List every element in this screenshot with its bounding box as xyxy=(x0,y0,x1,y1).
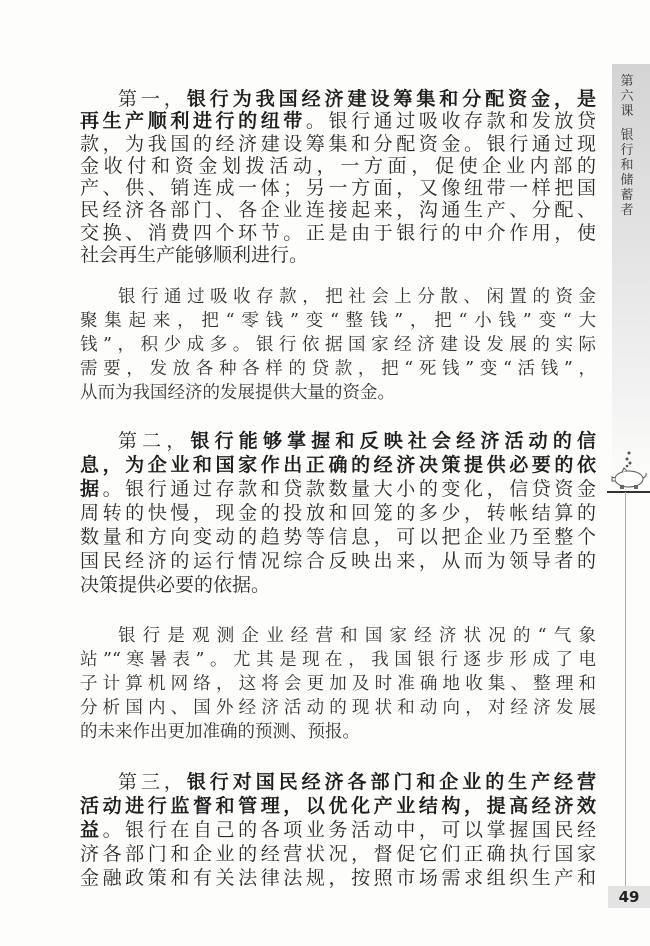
text: 从而为我国经济的发展提供大量的资金。 xyxy=(80,383,395,403)
bold-text: 据 xyxy=(80,478,103,500)
text-line xyxy=(80,672,596,696)
text: 需要，发放各种各样的贷款，把“死钱”变“活钱”， xyxy=(80,359,596,379)
text-line xyxy=(80,333,596,357)
page-number: 49 xyxy=(608,886,650,908)
text: 。银行通过存款和贷款数量大小的变化，信贷资金 xyxy=(102,478,596,500)
text: 数量和方向变动的趋势等信息，可以把企业乃至整个 xyxy=(80,526,596,548)
text: 社会再生产能够顺利进行。 xyxy=(80,244,309,267)
text-line xyxy=(80,199,596,221)
divider-vertical xyxy=(625,492,626,887)
bold-text: 息，为企业和国家作出正确的经济决策提供必要的依 xyxy=(80,454,596,476)
text-line xyxy=(80,155,596,177)
chapter-sidebar-band xyxy=(612,64,650,484)
text: 民经济各部门、各企业连接起来，沟通生产、分配、 xyxy=(80,199,596,222)
body-paragraph xyxy=(80,429,596,597)
text-line xyxy=(80,381,596,405)
text-line xyxy=(80,648,596,672)
body-paragraph xyxy=(80,88,596,266)
text-line xyxy=(80,624,596,648)
bold-text: 活动进行监督和管理，以优化产业结构，提高经济效 xyxy=(80,795,596,817)
text-line xyxy=(80,285,596,309)
bold-text: 银行对国民经济各部门和企业的生产经营 xyxy=(186,771,596,793)
text: 款，为我国的经济建设筹集和分配资金。银行通过现 xyxy=(80,132,596,155)
text: 子计算机网络，这将会更加及时准确地收集、整理和 xyxy=(80,674,596,694)
text: 第二， xyxy=(118,430,191,452)
bold-text: 益 xyxy=(80,819,103,841)
text: 站”“寒暑表”。尤其是现在，我国银行逐步形成了电 xyxy=(80,650,596,670)
text-line xyxy=(80,477,596,501)
text-line xyxy=(80,357,596,381)
text: 聚集起来，把“零钱”变“整钱”，把“小钱”变“大 xyxy=(80,311,596,331)
body-paragraph xyxy=(80,770,596,890)
bold-text: 再生产顺利进行的纽带 xyxy=(80,110,306,133)
sidebar-note-paragraph xyxy=(80,285,596,405)
text: 金融政策和有关法律法规，按照市场需求组织生产和 xyxy=(80,867,596,889)
text: 周转的快慢，现金的投放和回笼的多少，转帐结算的 xyxy=(80,502,596,524)
text: 。银行在自己的各项业务活动中，可以掌握国民经 xyxy=(102,819,596,841)
text-line xyxy=(80,866,596,890)
divider-horizontal xyxy=(607,491,650,493)
text-line xyxy=(80,573,596,597)
lesson-title: 银行和储蓄者 xyxy=(620,128,634,218)
text: 第三， xyxy=(118,771,187,793)
text: 济各部门和企业的经营状况，督促它们正确执行国家 xyxy=(80,843,596,865)
text-line xyxy=(80,133,596,155)
lesson-number: 第六课 xyxy=(620,74,634,119)
piggy-bank-icon xyxy=(605,450,650,490)
text: 国民经济的运行情况综合反映出来，从而为领导者的 xyxy=(80,550,596,572)
text: 交换、消费四个环节。正是由于银行的中介作用，使 xyxy=(80,221,596,244)
text-line xyxy=(80,549,596,573)
text-line xyxy=(80,453,596,477)
text-line xyxy=(80,244,596,266)
text-line xyxy=(80,794,596,818)
text: 银行通过吸收存款，把社会上分散、闲置的资金 xyxy=(118,287,596,307)
text: 。银行通过吸收存款和发放贷 xyxy=(305,110,596,133)
text: 的未来作出更加准确的预测、预报。 xyxy=(80,722,360,742)
text-line xyxy=(80,842,596,866)
text-line xyxy=(80,525,596,549)
text-line xyxy=(80,110,596,132)
text-line xyxy=(80,696,596,720)
text-line xyxy=(80,720,596,744)
text: 钱”，积少成多。银行依据国家经济建设发展的实际 xyxy=(80,335,596,355)
text-line xyxy=(80,309,596,333)
bold-text: 银行能够掌握和反映社会经济活动的信 xyxy=(190,430,596,452)
text: 银行是观测企业经营和国家经济状况的“气象 xyxy=(118,626,596,646)
text: 产、供、销连成一体；另一方面，又像纽带一样把国 xyxy=(80,177,596,200)
text-line xyxy=(80,88,596,110)
text-line xyxy=(80,222,596,244)
text-line xyxy=(80,429,596,453)
text: 金收付和资金划拨活动，一方面，促使企业内部的 xyxy=(80,154,596,177)
text-line xyxy=(80,770,596,794)
text: 决策提供必要的依据。 xyxy=(80,574,271,596)
sidebar-note-paragraph xyxy=(80,624,596,744)
text-line xyxy=(80,818,596,842)
bold-text: 银行为我国经济建设筹集和分配资金，是 xyxy=(186,88,596,110)
text-line xyxy=(80,177,596,199)
text: 第一， xyxy=(118,88,187,110)
text: 分析国内、国外经济活动的现状和动向，对经济发展 xyxy=(80,698,596,718)
text-line xyxy=(80,501,596,525)
